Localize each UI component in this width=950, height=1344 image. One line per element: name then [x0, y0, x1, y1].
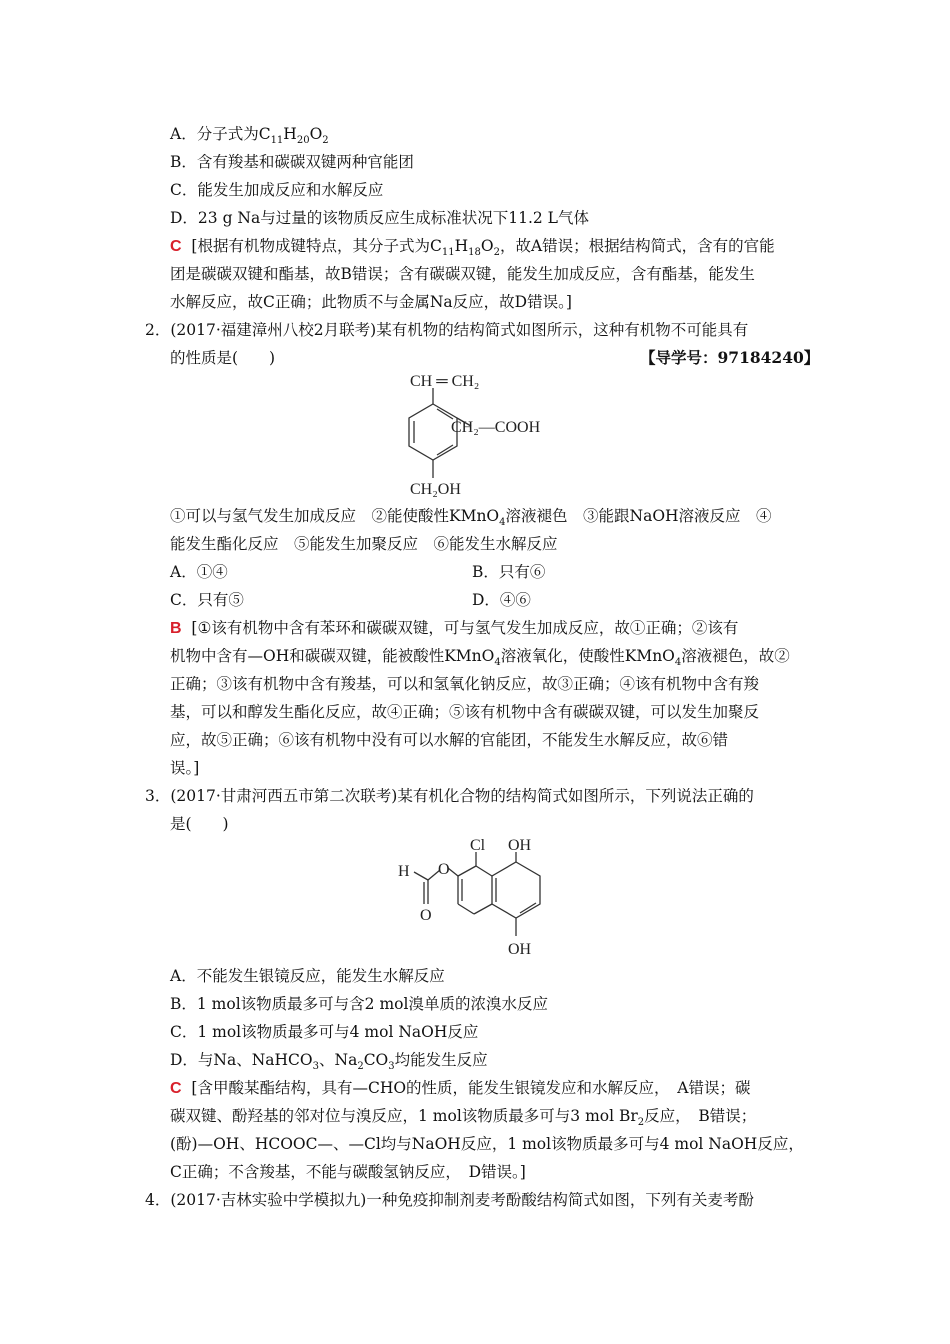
- q2-stem-line1: 2．(2017·福建漳州八校2月联考)某有机物的结构简式如图所示，这种有机物不可能具有: [145, 321, 749, 339]
- q3-explanation-line4: C正确；不含羧基，不能与碳酸氢钠反应， D错误。]: [170, 1163, 526, 1181]
- q3-option-b: B．1 mol该物质最多可与含2 mol溴单质的浓溴水反应: [170, 995, 548, 1013]
- q2-explanation-line3: 正确；③该有机物中含有羧基，可以和氢氧化钠反应，故③正确；④该有机物中含有羧: [170, 675, 760, 693]
- q2-guide-number: 【导学号：97184240】: [640, 348, 820, 367]
- q3-struct-ester-oxygen: O: [438, 861, 450, 878]
- q3-answer: C: [170, 1080, 182, 1097]
- q2-explanation-line2: 机物中含有—OH和碳碳双键，能被酸性KMnO$_4$溶液氧化，使酸性KMnO$_4$溶液褪色，故②: [170, 647, 790, 669]
- q1-answer: C: [170, 238, 182, 255]
- q3-option-d: D．与Na、NaHCO$_3$、$Na_2CO_3$均能发生反应: [170, 1051, 488, 1073]
- q3-option-c: C．1 mol该物质最多可与4 mol NaOH反应: [170, 1023, 479, 1041]
- q2-explanation-line5: 应，故⑤正确；⑥该有机物中没有可以水解的官能团，不能发生水解反应，故⑥错: [170, 731, 729, 749]
- q3-option-a: A．不能发生银镜反应，能发生水解反应: [170, 967, 445, 985]
- q2-stem-line2: 的性质是( ): [170, 349, 276, 367]
- q3-struct-chlorine: Cl: [470, 837, 486, 854]
- q2-struct-side-chain: CH₂—COOH: [451, 419, 541, 436]
- q3-structure-diagram: [392, 834, 552, 964]
- q1-explanation-line3: 水解反应，故C正确；此物质不与金属Na反应，故D错误。]: [170, 293, 572, 311]
- q1-explanation-line2: 团是碳碳双键和酯基，故B错误；含有碳碳双键，能发生加成反应，含有酯基，能发生: [170, 265, 755, 283]
- q2-explanation-line4: 基，可以和醇发生酯化反应，故④正确；⑤该有机物中含有碳碳双键，可以发生加聚反: [170, 703, 760, 721]
- q2-properties-line1: ①可以与氢气发生加成反应 ②能使酸性KMnO$_4$溶液褪色 ③能跟NaOH溶液反应 ④: [170, 507, 772, 529]
- q2-structure-diagram: [385, 368, 585, 500]
- q3-explanation-line1: C [含甲酸某酯结构，具有—CHO的性质，能发生银镜发应和水解反应， A错误；碳: [170, 1079, 751, 1097]
- q1-explanation-line1: C [根据有机物成键特点，其分子式为$C_{11}H_{18}O_2$，故A错误；根据结构简式，含有的官能: [170, 237, 775, 259]
- q2-properties-line2: 能发生酯化反应 ⑤能发生加聚反应 ⑥能发生水解反应: [170, 535, 558, 553]
- q2-option-a: A．①④: [170, 563, 228, 581]
- q4-stem-line1: 4．(2017·吉林实验中学模拟九)一种免疫抑制剂麦考酚酸结构简式如图，下列有关麦考酚: [145, 1191, 754, 1209]
- q1-option-b: B．含有羧基和碳碳双键两种官能团: [170, 153, 414, 171]
- q2-option-b: B．只有⑥: [472, 563, 546, 581]
- q2-explanation-line6: 误。]: [170, 759, 200, 777]
- q1-option-c: C．能发生加成反应和水解反应: [170, 181, 384, 199]
- q3-stem-line2: 是( ): [170, 815, 229, 833]
- q2-explanation-line1: B [①该有机物中含有苯环和碳碳双键，可与氢气发生加成反应，故①正确；②该有: [170, 619, 739, 637]
- q1-option-d: D．23 g Na与过量的该物质反应生成标准状况下11.2 L气体: [170, 209, 589, 227]
- q2-struct-hydroxymethyl: CH₂OH: [410, 481, 461, 498]
- q3-explanation-line3: (酚)—OH、HCOOC—、—Cl均与NaOH反应，1 mol该物质最多可与4 mol NaOH反应，: [170, 1135, 804, 1153]
- q3-struct-hydroxyl-top: OH: [508, 837, 532, 854]
- q3-struct-hydrogen: H: [398, 863, 410, 880]
- q3-struct-carbonyl-oxygen: O: [420, 907, 432, 924]
- q2-option-c: C．只有⑤: [170, 591, 244, 609]
- q3-struct-hydroxyl-bottom: OH: [508, 941, 532, 958]
- q2-option-d: D．④⑥: [472, 591, 531, 609]
- q3-explanation-line2: 碳双键、酚羟基的邻对位与溴反应，1 mol该物质最多可与3 mol $Br_2$反应， B错误；: [170, 1107, 757, 1129]
- q1-option-a: A．分子式为$C_{11}H_{20}O_2$: [170, 125, 329, 147]
- q2-answer: B: [170, 620, 182, 637]
- q2-struct-vinyl: CH ═ CH₂: [410, 373, 480, 390]
- q3-stem-line1: 3．(2017·甘肃河西五市第二次联考)某有机化合物的结构简式如图所示，下列说法正确的: [145, 787, 754, 805]
